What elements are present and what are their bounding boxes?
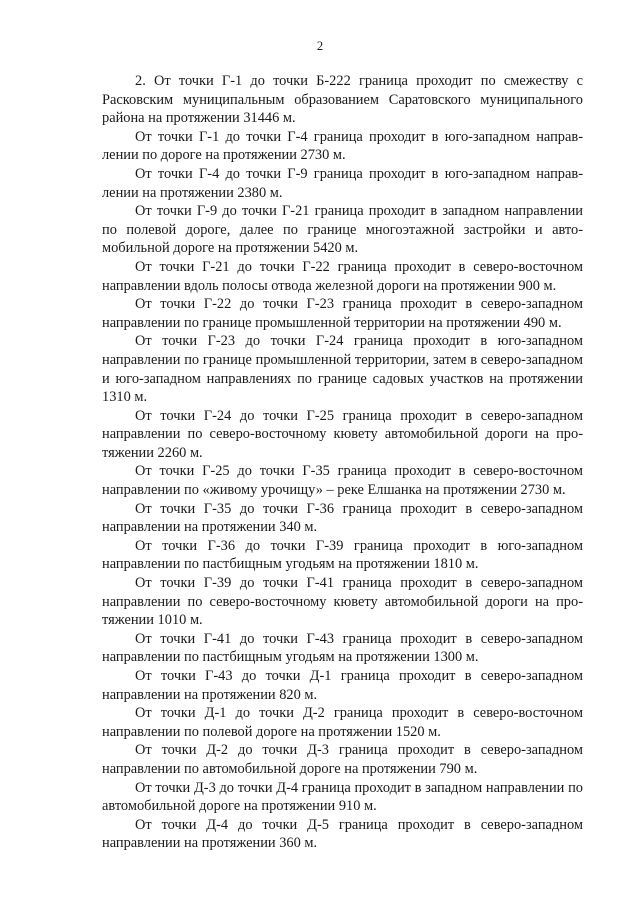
- paragraph-boundary-g24-g25: От точки Г-24 до точки Г-25 граница проходит в северо-западном направлении по северо-восточному кювету автомобильной дороги на протяжении 2260 м.: [102, 407, 583, 461]
- paragraph-boundary-g9-g21: От точки Г-9 до точки Г-21 граница проходит в западном направлении по полевой дороге, далее по границе многоэтажной застройки и автомобильной дороге на протяжении 5420 м.: [102, 203, 583, 257]
- paragraph-boundary-g36-g39: От точки Г-36 до точки Г-39 граница проходит в юго-западном направлении по пастбищным угодьям на протяжении 1810 м.: [102, 537, 583, 573]
- document-body: [102, 72, 583, 853]
- paragraph-boundary-g1-g4: От точки Г-1 до точки Г-4 граница проходит в юго-западном направлении по дороге на протяжении 2730 м.: [102, 128, 583, 164]
- paragraph-boundary-g39-g41: От точки Г-39 до точки Г-41 граница проходит в северо-западном направлении по северо-восточному кювету автомобильной дороги на протяжении 1010 м.: [102, 575, 583, 629]
- paragraph-boundary-g41-g43: От точки Г-41 до точки Г-43 граница проходит в северо-западном направлении по пастбищным угодьям на протяжении 1300 м.: [102, 630, 583, 666]
- paragraph-boundary-g21-g22: От точки Г-21 до точки Г-22 граница проходит в северо-восточном направлении вдоль полосы отвода железной дороги на протяжении 900 м.: [102, 258, 583, 294]
- paragraph-boundary-d3-d4: От точки Д-3 до точки Д-4 граница проходит в западном направлении по автомобильной дороге на протяжении 910 м.: [102, 779, 583, 815]
- paragraph-boundary-g25-g35: От точки Г-25 до точки Г-35 граница проходит в северо-восточном направлении по «живому урочищу» – реке Елшанка на протяжении 2730 м.: [102, 463, 583, 499]
- page-number: 2: [316, 39, 324, 53]
- paragraph-boundary-g4-g9: От точки Г-4 до точки Г-9 граница проходит в юго-западном направлении на протяжении 2380 м.: [102, 165, 583, 201]
- paragraph-boundary-d1-d2: От точки Д-1 до точки Д-2 граница проходит в северо-восточном направлении по полевой дороге на протяжении 1520 м.: [102, 705, 583, 740]
- paragraph-boundary-g23-g24: От точки Г-23 до точки Г-24 граница проходит в юго-западном направлении по границе промышленной территории, затем в северо-западном и юго-западном направлениях по границе садовых участков на протяжении 1310 м.: [102, 333, 583, 406]
- paragraph-boundary-g1-b222: 2. От точки Г-1 до точки Б-222 граница проходит по смежеству с Расковским муниципальным образованием Саратовского муниципального района на протяжении 31446 м.: [102, 73, 583, 127]
- paragraph-boundary-g22-g23: От точки Г-22 до точки Г-23 граница проходит в северо-западном направлении по границе промышленной территории на протяжении 490 м.: [102, 296, 583, 331]
- paragraph-boundary-g35-g36: От точки Г-35 до точки Г-36 граница проходит в северо-западном направлении на протяжении 340 м.: [102, 500, 583, 536]
- paragraph-boundary-d4-d5: От точки Д-4 до точки Д-5 граница проходит в северо-западном направлении на протяжении 360 м.: [102, 816, 583, 852]
- paragraph-boundary-d2-d3: От точки Д-2 до точки Д-3 граница проходит в северо-западном направлении по автомобильной дороге на протяжении 790 м.: [102, 742, 583, 777]
- paragraph-boundary-g43-d1: От точки Г-43 до точки Д-1 граница проходит в северо-западном направлении на протяжении 820 м.: [102, 668, 583, 703]
